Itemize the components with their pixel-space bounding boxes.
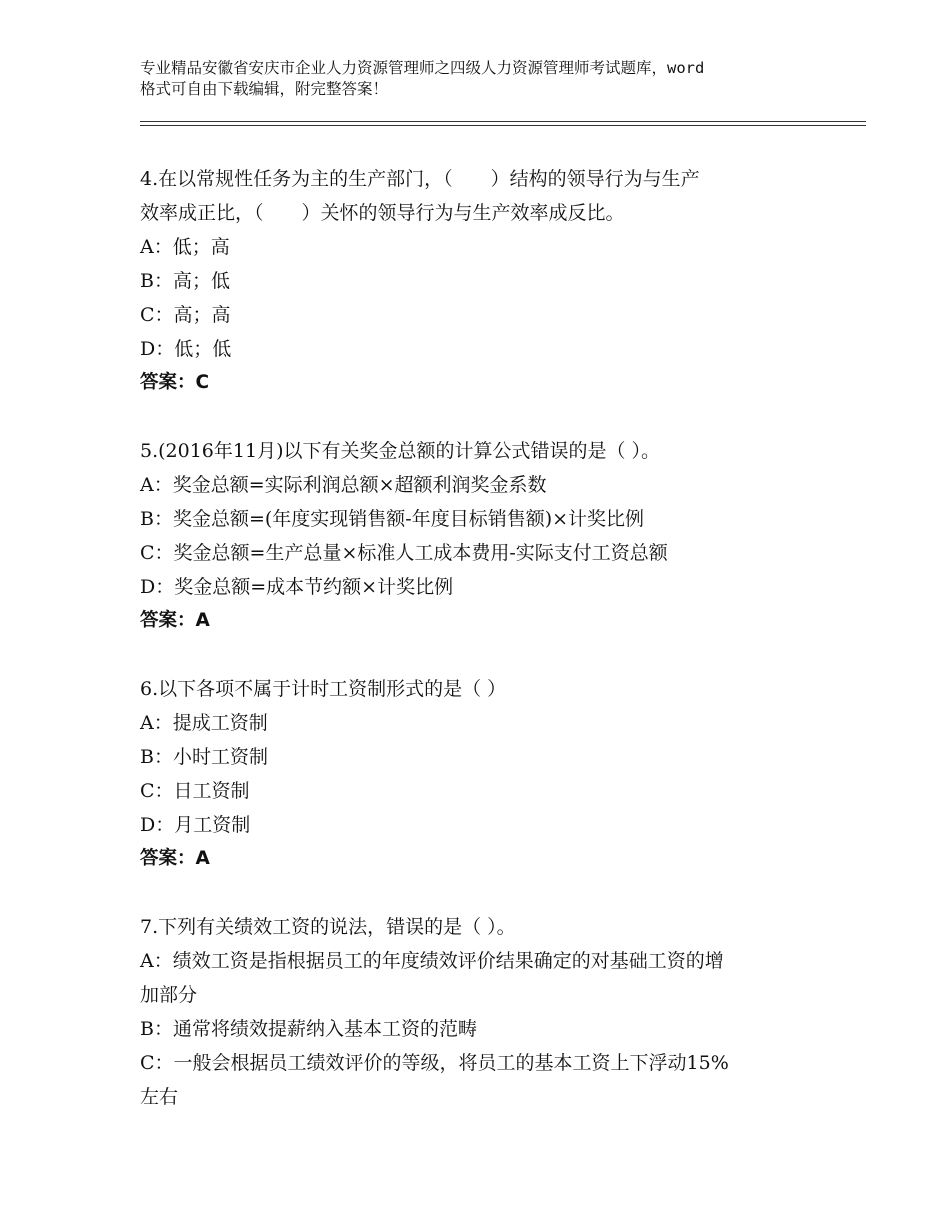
question-stem: 6.以下各项不属于计时工资制形式的是（ ） <box>140 678 507 700</box>
document-header <box>140 58 840 100</box>
answer-option: D：月工资制 <box>140 814 251 836</box>
answer-key: 答案：A <box>140 610 210 631</box>
answer-option: C：日工资制 <box>140 780 250 802</box>
question-block <box>140 672 840 876</box>
answer-option: B：小时工资制 <box>140 746 268 768</box>
answer-option: C：高；高 <box>140 304 231 326</box>
question-stem: 效率成正比，（ ）关怀的领导行为与生产效率成反比。 <box>140 202 625 224</box>
answer-option: A：绩效工资是指根据员工的年度绩效评价结果确定的对基础工资的增 <box>140 950 724 972</box>
answer-key: 答案：C <box>140 372 210 393</box>
question-block <box>140 162 840 400</box>
question-block <box>140 910 840 1114</box>
answer-option: B：通常将绩效提薪纳入基本工资的范畴 <box>140 1018 477 1040</box>
answer-option: 左右 <box>140 1086 179 1108</box>
answer-option: A：低；高 <box>140 236 230 258</box>
question-stem: 5.(2016年11月)以下有关奖金总额的计算公式错误的是（ ）。 <box>140 440 661 462</box>
answer-key: 答案：A <box>140 848 210 869</box>
answer-option: C：一般会根据员工绩效评价的等级，将员工的基本工资上下浮动15% <box>140 1052 729 1074</box>
question-block <box>140 434 840 638</box>
question-stem: 7.下列有关绩效工资的说法，错误的是（ ）。 <box>140 916 516 938</box>
answer-option: C：奖金总额=生产总量×标准人工成本费用-实际支付工资总额 <box>140 542 668 564</box>
answer-option: 加部分 <box>140 984 198 1006</box>
header-divider-bottom <box>140 125 866 126</box>
question-list <box>140 162 840 1148</box>
header-title-line-2: 格式可自由下载编辑，附完整答案！ <box>140 80 389 98</box>
answer-option: B：奖金总额=(年度实现销售额-年度目标销售额)×计奖比例 <box>140 508 645 530</box>
question-stem: 4.在以常规性任务为主的生产部门，（ ）结构的领导行为与生产 <box>140 168 700 190</box>
answer-option: A：提成工资制 <box>140 712 268 734</box>
answer-option: A：奖金总额=实际利润总额×超额利润奖金系数 <box>140 474 547 496</box>
answer-option: B：高；低 <box>140 270 230 292</box>
header-title-line-1: 专业精品安徽省安庆市企业人力资源管理师之四级人力资源管理师考试题库，word <box>140 59 705 77</box>
answer-option: D：奖金总额=成本节约额×计奖比例 <box>140 576 454 598</box>
header-divider-top <box>140 121 866 122</box>
answer-option: D：低；低 <box>140 338 232 360</box>
